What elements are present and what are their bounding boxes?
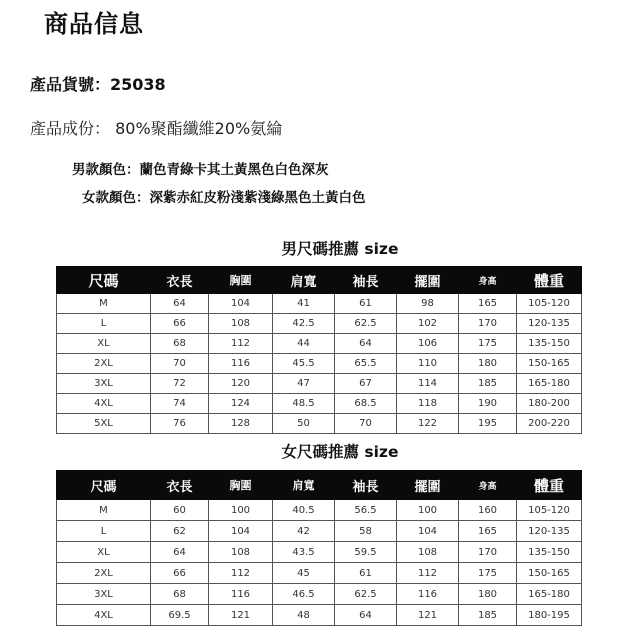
table-cell: 66 — [151, 563, 209, 584]
table-cell: 45 — [273, 563, 335, 584]
table-cell: 2XL — [57, 563, 151, 584]
col-header-hem: 擺圍 — [397, 267, 459, 294]
table-cell: 72 — [151, 374, 209, 394]
table-cell: 41 — [273, 294, 335, 314]
women-table-body — [57, 500, 582, 626]
table-cell: 100 — [209, 500, 273, 521]
table-cell: 165-180 — [517, 584, 582, 605]
col-header-chest: 胸圍 — [209, 471, 273, 500]
table-cell: 61 — [335, 294, 397, 314]
table-cell: 165-180 — [517, 374, 582, 394]
table-row — [57, 605, 582, 626]
col-header-length: 衣長 — [151, 267, 209, 294]
men-size-table — [56, 266, 582, 434]
table-row — [57, 500, 582, 521]
table-cell: 65.5 — [335, 354, 397, 374]
table-cell: 70 — [335, 414, 397, 434]
product-composition: 產品成份： 80%聚酯纖維20%氨綸 — [30, 119, 283, 138]
table-row — [57, 354, 582, 374]
table-cell: 122 — [397, 414, 459, 434]
table-row — [57, 334, 582, 354]
table-cell: 106 — [397, 334, 459, 354]
men-colors: 男款顏色：蘭色青綠卡其土黃黑色白色深灰 — [72, 162, 329, 178]
table-cell: 59.5 — [335, 542, 397, 563]
table-cell: 150-165 — [517, 563, 582, 584]
table-cell: 4XL — [57, 605, 151, 626]
table-cell: 40.5 — [273, 500, 335, 521]
table-cell: 116 — [209, 584, 273, 605]
col-header-weight: 體重 — [517, 471, 582, 500]
col-header-shoulder: 肩寬 — [273, 471, 335, 500]
table-row — [57, 294, 582, 314]
table-cell: 42.5 — [273, 314, 335, 334]
table-cell: 42 — [273, 521, 335, 542]
table-cell: 116 — [209, 354, 273, 374]
col-header-size: 尺碼 — [57, 471, 151, 500]
table-cell: 112 — [209, 563, 273, 584]
page-title: 商品信息 — [44, 10, 144, 38]
table-cell: 68.5 — [335, 394, 397, 414]
men-table-body — [57, 294, 582, 434]
table-cell: 114 — [397, 374, 459, 394]
table-cell: 70 — [151, 354, 209, 374]
table-cell: 45.5 — [273, 354, 335, 374]
table-cell: 2XL — [57, 354, 151, 374]
table-cell: 112 — [209, 334, 273, 354]
table-cell: 105-120 — [517, 500, 582, 521]
col-header-height: 身高 — [459, 267, 517, 294]
table-cell: M — [57, 294, 151, 314]
table-cell: 60 — [151, 500, 209, 521]
table-cell: 66 — [151, 314, 209, 334]
table-cell: 46.5 — [273, 584, 335, 605]
col-header-height: 身高 — [459, 471, 517, 500]
table-row — [57, 563, 582, 584]
table-row — [57, 414, 582, 434]
table-cell: 185 — [459, 374, 517, 394]
table-cell: 61 — [335, 563, 397, 584]
table-cell: 116 — [397, 584, 459, 605]
col-header-size: 尺碼 — [57, 267, 151, 294]
table-cell: 64 — [151, 542, 209, 563]
col-header-chest: 胸圍 — [209, 267, 273, 294]
table-cell: 44 — [273, 334, 335, 354]
table-cell: 112 — [397, 563, 459, 584]
table-cell: 124 — [209, 394, 273, 414]
col-header-hem: 擺圍 — [397, 471, 459, 500]
table-cell: 104 — [209, 521, 273, 542]
table-cell: 170 — [459, 314, 517, 334]
table-cell: L — [57, 314, 151, 334]
col-header-weight: 體重 — [517, 267, 582, 294]
women-size-table — [56, 470, 582, 626]
table-cell: 56.5 — [335, 500, 397, 521]
table-cell: 128 — [209, 414, 273, 434]
table-cell: 165 — [459, 521, 517, 542]
table-cell: 64 — [335, 605, 397, 626]
table-cell: 175 — [459, 563, 517, 584]
women-size-caption: 女尺碼推薦 size — [281, 443, 399, 461]
table-cell: 76 — [151, 414, 209, 434]
table-row — [57, 542, 582, 563]
table-cell: 64 — [335, 334, 397, 354]
col-header-sleeve: 袖長 — [335, 267, 397, 294]
table-cell: 3XL — [57, 584, 151, 605]
table-cell: 175 — [459, 334, 517, 354]
table-cell: 69.5 — [151, 605, 209, 626]
table-cell: 120 — [209, 374, 273, 394]
women-colors: 女款顏色：深紫赤紅皮粉淺紫淺綠黑色土黃白色 — [82, 190, 366, 206]
table-cell: 135-150 — [517, 542, 582, 563]
table-cell: 47 — [273, 374, 335, 394]
table-cell: 195 — [459, 414, 517, 434]
table-cell: 50 — [273, 414, 335, 434]
table-cell: 121 — [397, 605, 459, 626]
table-cell: 68 — [151, 584, 209, 605]
table-cell: 135-150 — [517, 334, 582, 354]
table-cell: 170 — [459, 542, 517, 563]
table-cell: 67 — [335, 374, 397, 394]
table-cell: 180 — [459, 584, 517, 605]
table-cell: 108 — [397, 542, 459, 563]
table-cell: 58 — [335, 521, 397, 542]
table-cell: 105-120 — [517, 294, 582, 314]
table-cell: 165 — [459, 294, 517, 314]
table-cell: 4XL — [57, 394, 151, 414]
table-cell: 180-195 — [517, 605, 582, 626]
col-header-shoulder: 肩寬 — [273, 267, 335, 294]
table-cell: 120-135 — [517, 521, 582, 542]
table-cell: 110 — [397, 354, 459, 374]
table-cell: 180 — [459, 354, 517, 374]
table-row — [57, 521, 582, 542]
table-cell: 180-200 — [517, 394, 582, 414]
table-cell: 100 — [397, 500, 459, 521]
table-cell: XL — [57, 542, 151, 563]
table-cell: 62.5 — [335, 314, 397, 334]
men-size-caption: 男尺碼推薦 size — [281, 240, 399, 258]
table-cell: 43.5 — [273, 542, 335, 563]
col-header-sleeve: 袖長 — [335, 471, 397, 500]
table-cell: 102 — [397, 314, 459, 334]
table-cell: 104 — [209, 294, 273, 314]
table-cell: 108 — [209, 314, 273, 334]
table-cell: 108 — [209, 542, 273, 563]
table-cell: 74 — [151, 394, 209, 414]
table-cell: 62 — [151, 521, 209, 542]
table-row — [57, 374, 582, 394]
table-cell: 104 — [397, 521, 459, 542]
table-header-row — [57, 471, 582, 500]
table-cell: 121 — [209, 605, 273, 626]
table-row — [57, 394, 582, 414]
table-cell: 150-165 — [517, 354, 582, 374]
col-header-length: 衣長 — [151, 471, 209, 500]
table-cell: 200-220 — [517, 414, 582, 434]
table-cell: 98 — [397, 294, 459, 314]
table-cell: 48.5 — [273, 394, 335, 414]
table-cell: 5XL — [57, 414, 151, 434]
table-row — [57, 314, 582, 334]
table-cell: XL — [57, 334, 151, 354]
table-cell: 62.5 — [335, 584, 397, 605]
table-row — [57, 584, 582, 605]
table-cell: 118 — [397, 394, 459, 414]
table-cell: 160 — [459, 500, 517, 521]
table-cell: 68 — [151, 334, 209, 354]
table-cell: 185 — [459, 605, 517, 626]
table-cell: M — [57, 500, 151, 521]
table-cell: 120-135 — [517, 314, 582, 334]
table-header-row — [57, 267, 582, 294]
table-cell: 190 — [459, 394, 517, 414]
product-number: 產品貨號：25038 — [30, 75, 166, 94]
table-cell: 64 — [151, 294, 209, 314]
table-cell: 3XL — [57, 374, 151, 394]
table-cell: 48 — [273, 605, 335, 626]
table-cell: L — [57, 521, 151, 542]
